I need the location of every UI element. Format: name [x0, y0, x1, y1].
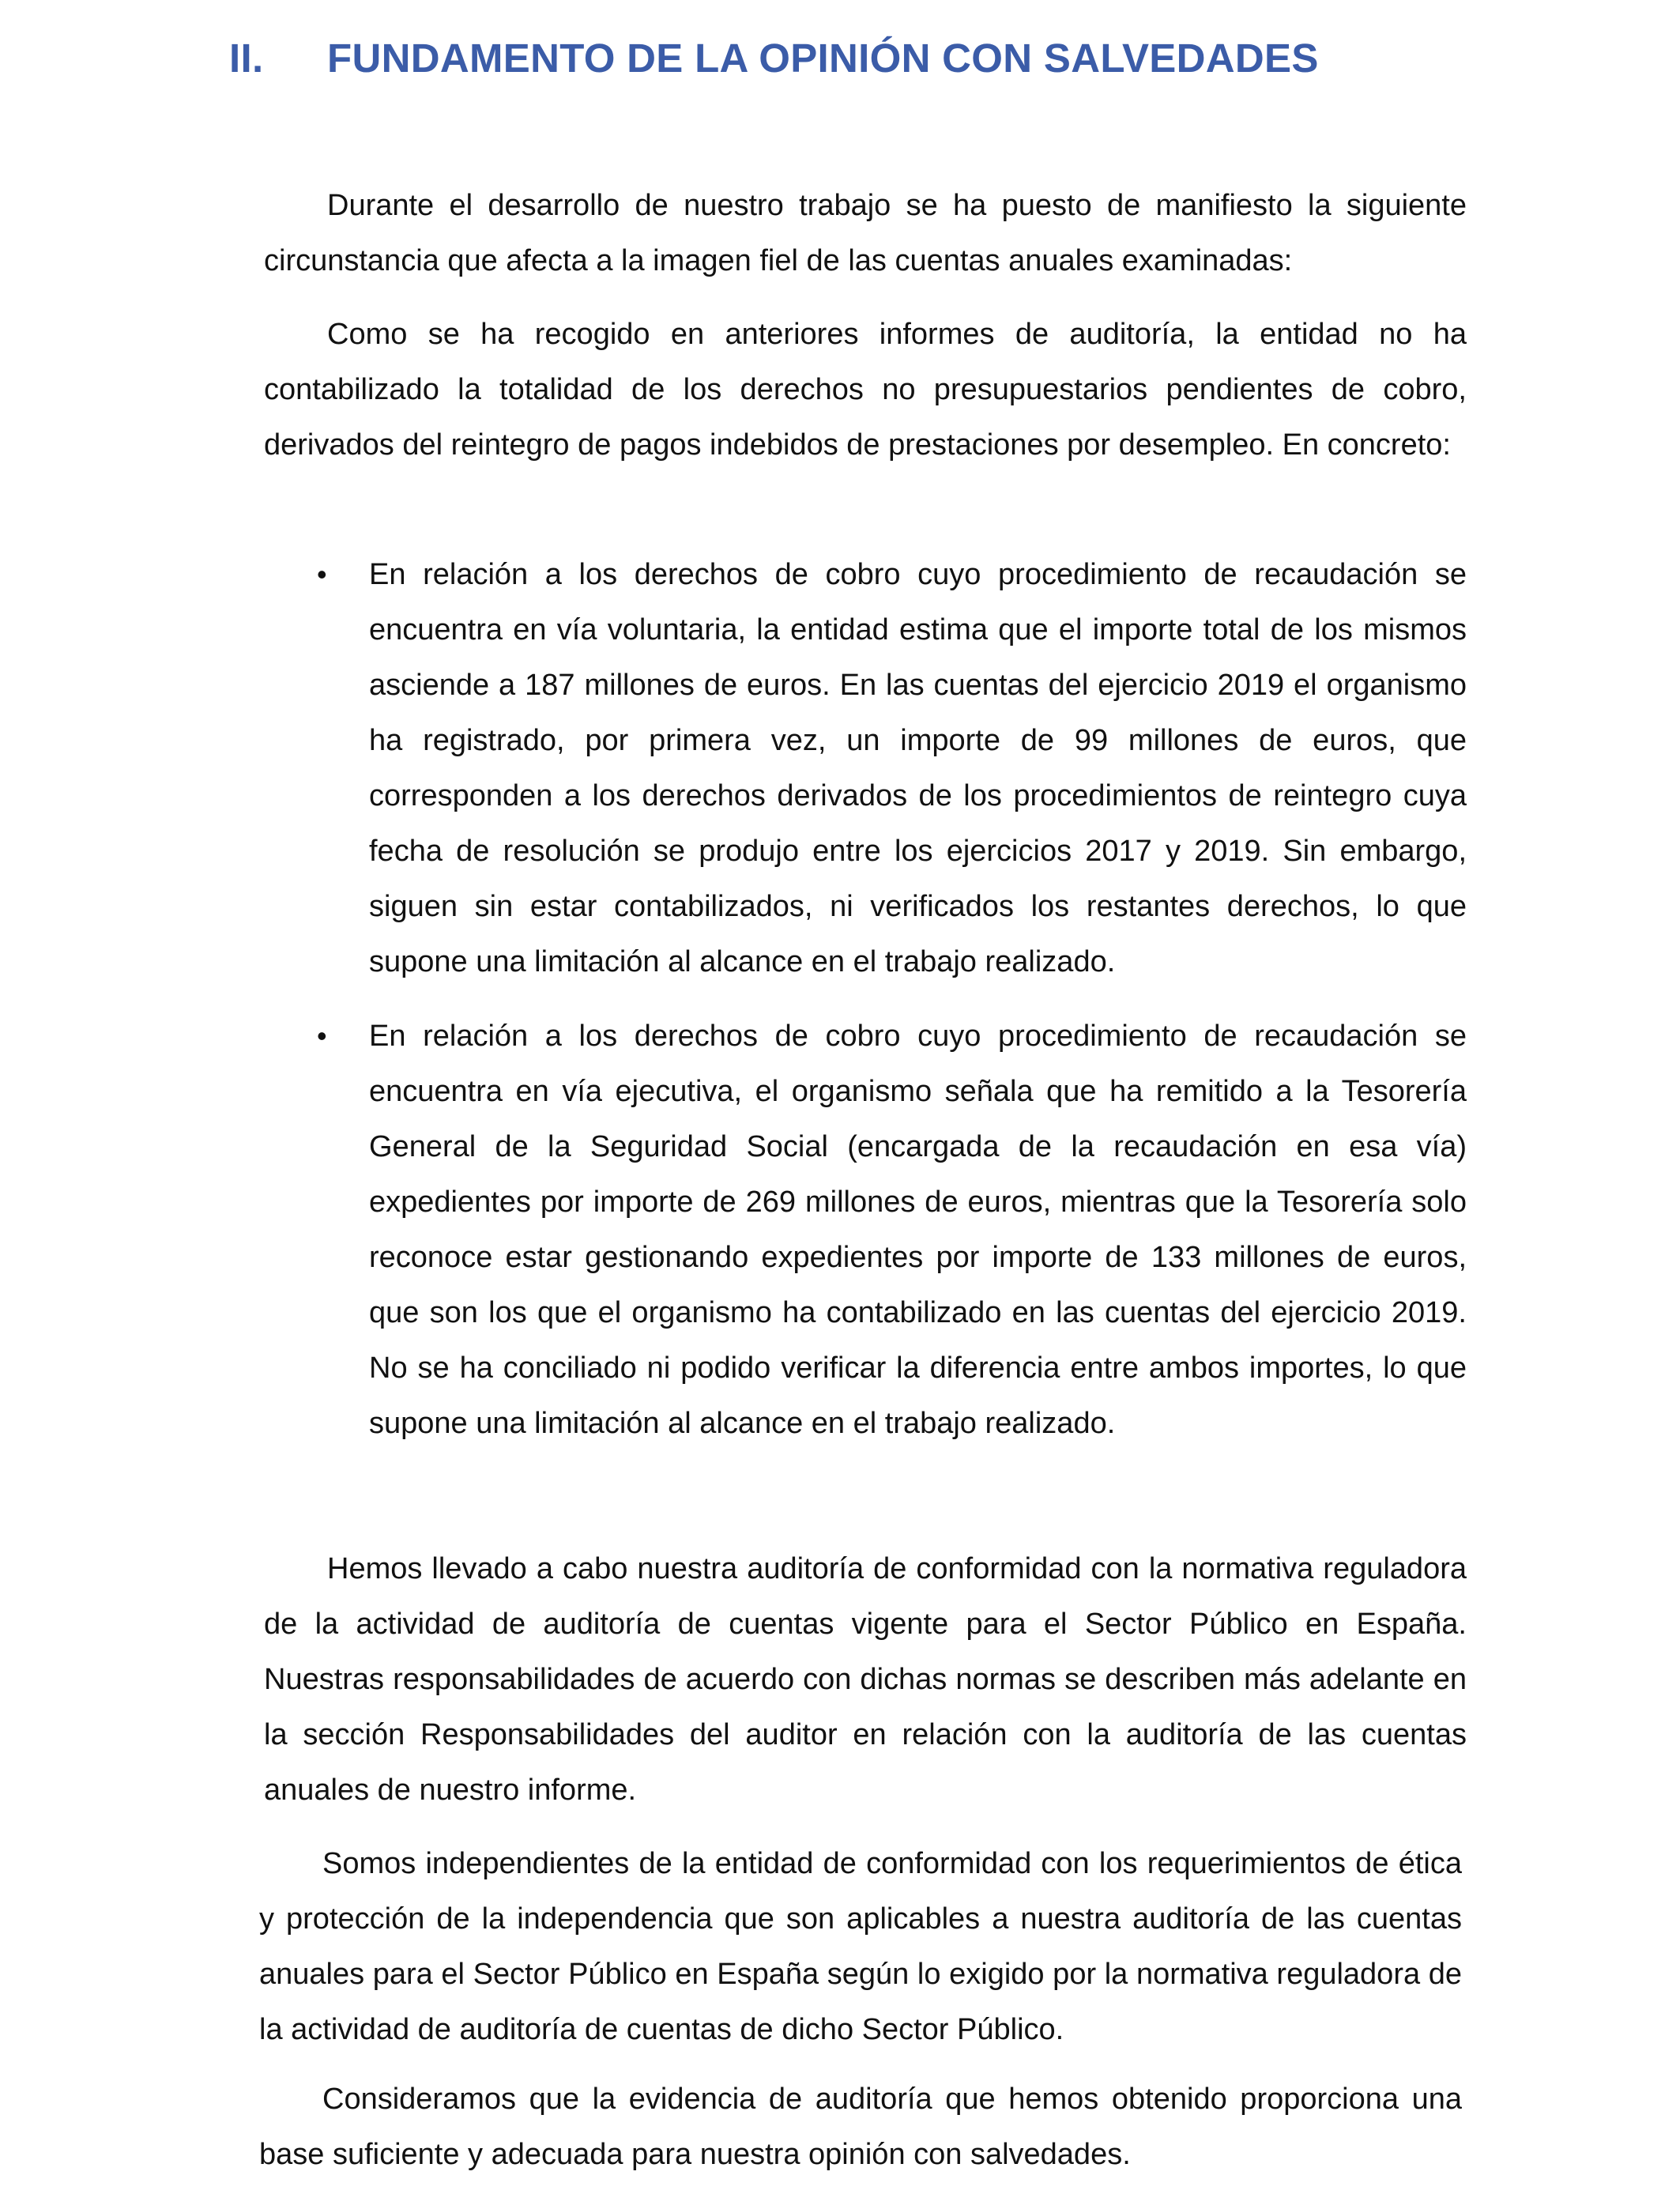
section-title: FUNDAMENTO DE LA OPINIÓN CON SALVEDADES	[327, 36, 1319, 81]
bullet-text: En relación a los derechos de cobro cuyo procedimiento de recaudación se encuentra en vía ejecutiva, el organismo señala que ha remitido a la Tesorería General de la Seguridad Social (encargada de la recaudación en esa vía) expedientes por importe de 269 millones de euros, mientras que la Tesorería solo reconoce estar gestionando expedientes por importe de 133 millones de euros, que son los que el organismo ha contabilizado en las cuentas del ejercicio 2019. No se ha conciliado ni podido verificar la diferencia entre ambos importes, lo que supone una limitación al alcance en el trabajo realizado.	[369, 1020, 1467, 1440]
context-paragraph: Como se ha recogido en anteriores informes de auditoría, la entidad no ha contabilizado la totalidad de los derechos no presupuestarios pendientes de cobro, derivados del reintegro de pagos indebidos de prestaciones por desempleo. En concreto:	[264, 318, 1467, 462]
bullet-icon: •	[317, 1020, 327, 1052]
list-item	[317, 1008, 1467, 1451]
section-heading	[229, 35, 1494, 81]
audit-standards-paragraph: Hemos llevado a cabo nuestra auditoría de conformidad con la normativa reguladora de la actividad de auditoría de cuentas vigente para el Sector Público en España. Nuestras responsabilidades de acuerdo con dichas normas se describen más adelante en la sección Responsabilidades del auditor en relación con la auditoría de las cuentas anuales de nuestro informe.	[264, 1552, 1467, 1807]
list-item	[317, 547, 1467, 990]
bullet-icon: •	[317, 558, 327, 590]
section-number: II.	[229, 36, 264, 81]
intro-paragraph: Durante el desarrollo de nuestro trabajo se ha puesto de manifiesto la siguiente circunstancia que afecta a la imagen fiel de las cuentas anuales examinadas:	[264, 189, 1467, 277]
independence-paragraph: Somos independientes de la entidad de conformidad con los requerimientos de ética y protección de la independencia que son aplicables a nuestra auditoría de las cuentas anuales para el Sector Público en España según lo exigido por la normativa reguladora de la actividad de auditoría de cuentas de dicho Sector Público.	[259, 1847, 1462, 2046]
bullet-text: En relación a los derechos de cobro cuyo procedimiento de recaudación se encuentra en vía voluntaria, la entidad estima que el importe total de los mismos asciende a 187 millones de euros. En las cuentas del ejercicio 2019 el organismo ha registrado, por primera vez, un importe de 99 millones de euros, que corresponden a los derechos derivados de los procedimientos de reintegro cuya fecha de resolución se produjo entre los ejercicios 2017 y 2019. Sin embargo, siguen sin estar contabilizados, ni verificados los restantes derechos, lo que supone una limitación al alcance en el trabajo realizado.	[369, 558, 1467, 978]
findings-list	[317, 547, 1467, 1451]
evidence-paragraph: Consideramos que la evidencia de auditoría que hemos obtenido proporciona una base suficiente y adecuada para nuestra opinión con salvedades.	[259, 2083, 1462, 2171]
